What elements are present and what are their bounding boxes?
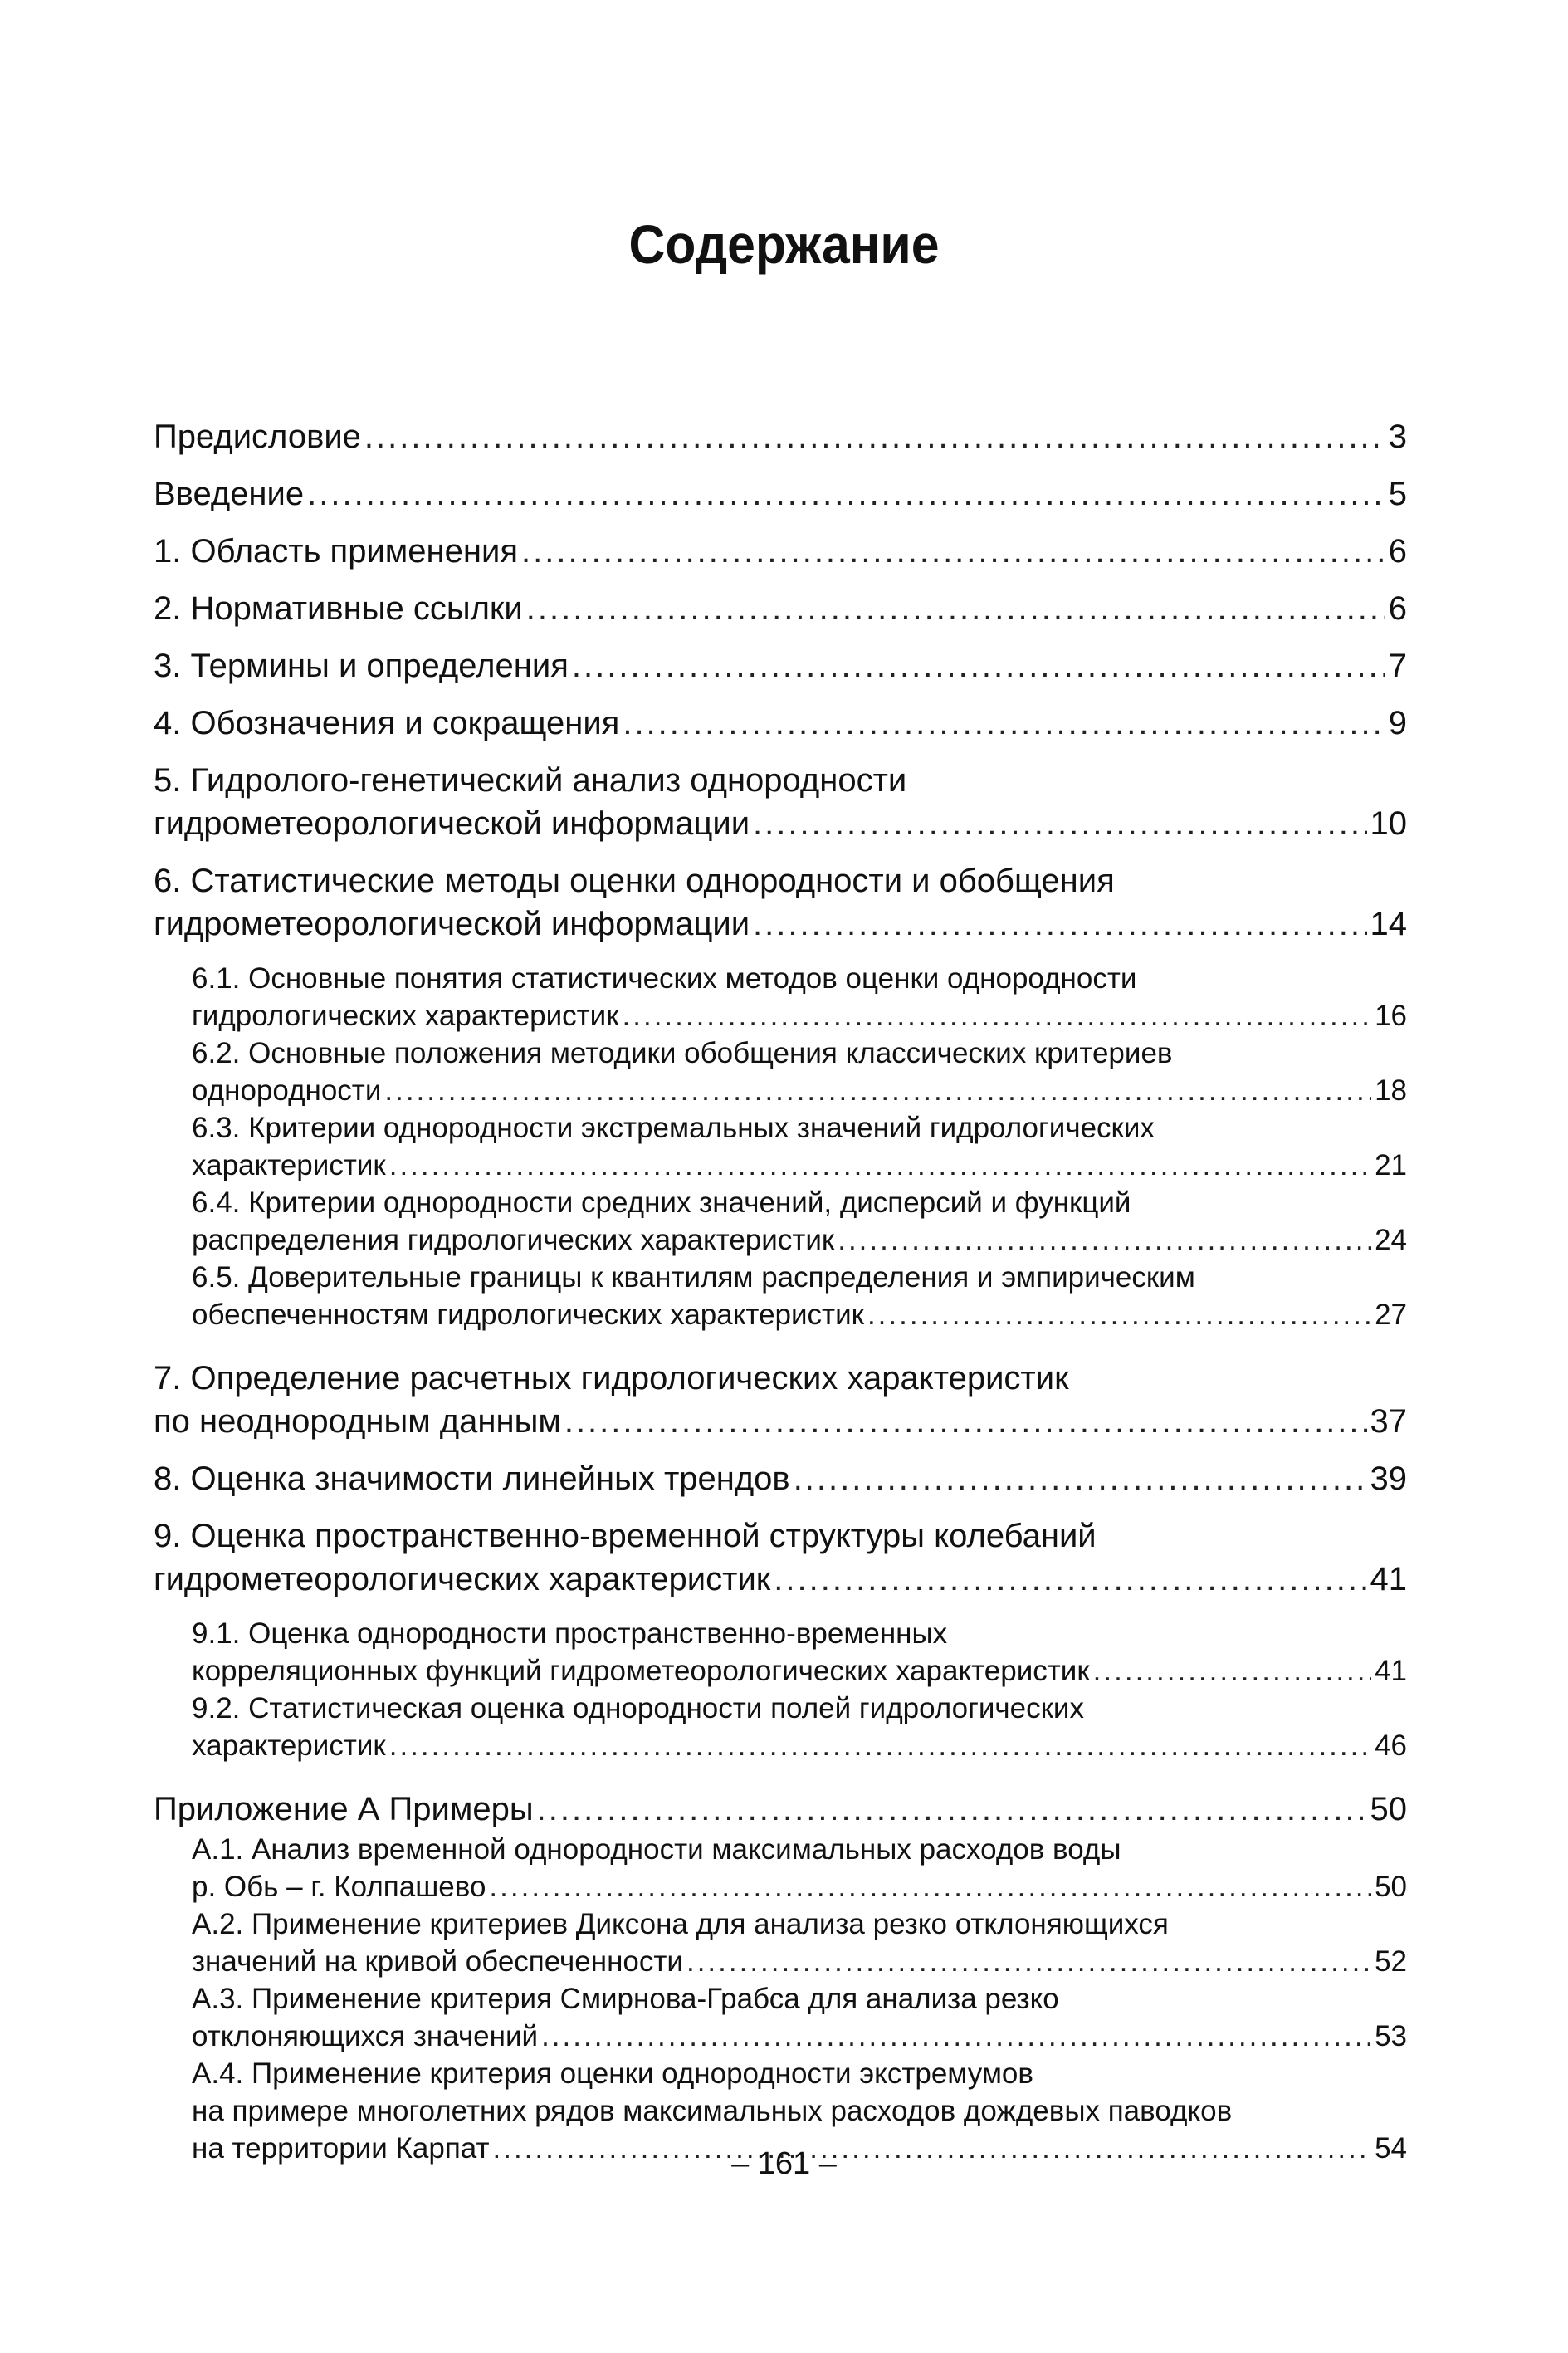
toc-entry-title: Введение (154, 476, 305, 512)
toc-entry-line (192, 2018, 1407, 2055)
toc-subentry[interactable] (154, 1259, 1407, 1333)
toc-entry-line (154, 644, 1407, 687)
dot-leader (384, 1072, 1371, 1109)
toc-entry-title: 9. Оценка пространственно-временной структуры колебаний (154, 1518, 1097, 1554)
toc-entry-title: 9.1. Оценка однородности пространственно-временных (192, 1617, 948, 1650)
toc-page-number: 46 (1375, 1729, 1407, 1762)
toc-entry-title: 6.3. Критерии однородности экстремальных значений гидрологических (192, 1112, 1155, 1144)
toc-entry-title: гидрометеорологических характеристик (154, 1561, 771, 1597)
toc-subentry[interactable] (154, 1184, 1407, 1259)
toc-entry-title: Предисловие (154, 418, 361, 455)
table-of-contents (154, 415, 1407, 2167)
dot-leader (623, 702, 1385, 745)
toc-entry-line (192, 1980, 1407, 2018)
dot-leader (564, 1400, 1367, 1443)
toc-entry-line (154, 1788, 1407, 1831)
toc-entry-title: 3. Термины и определения (154, 648, 569, 684)
toc-entry-line (154, 472, 1407, 516)
toc-entry-title: 6.5. Доверительные границы к квантилям распределения и эмпирическим (192, 1261, 1195, 1294)
toc-page-number: 39 (1370, 1460, 1407, 1497)
toc-entry-title: 5. Гидролого-генетический анализ однородности (154, 762, 907, 799)
toc-page-number: 7 (1388, 648, 1407, 684)
toc-entry-line (192, 1184, 1407, 1221)
toc-page-number: 6 (1388, 533, 1407, 570)
toc-entry-line (192, 1943, 1407, 1980)
toc-entry-title: А.3. Применение критерия Смирнова-Грабса для анализа резко (192, 1983, 1059, 2015)
toc-page-number: 24 (1375, 1224, 1407, 1256)
toc-subentry[interactable] (154, 1109, 1407, 1184)
toc-entry-title: 2. Нормативные ссылки (154, 590, 523, 627)
toc-entry-line (192, 1035, 1407, 1072)
toc-page-number: 21 (1375, 1149, 1407, 1181)
toc-entry-line (154, 1400, 1407, 1443)
toc-entry-title: 4. Обозначения и сокращения (154, 705, 620, 741)
toc-entry-line (192, 1259, 1407, 1296)
toc-page-number: 27 (1375, 1299, 1407, 1331)
toc-page-number: 50 (1370, 1791, 1407, 1827)
toc-entry[interactable] (154, 1514, 1407, 1601)
dot-leader (307, 472, 1385, 516)
toc-entry-line (192, 1690, 1407, 1727)
toc-entry-line (192, 1868, 1407, 1905)
toc-entry-line (192, 1109, 1407, 1147)
toc-entry-line (192, 1831, 1407, 1868)
toc-page-number: 41 (1370, 1561, 1407, 1597)
dot-leader (794, 1457, 1367, 1500)
toc-entry-title: характеристик (192, 1729, 386, 1762)
toc-entry-title: р. Обь – г. Колпашево (192, 1871, 486, 1903)
toc-entry-title: корреляционных функций гидрометеорологических характеристик (192, 1655, 1090, 1687)
toc-entry-line (192, 2055, 1407, 2092)
toc-entry-line (154, 415, 1407, 458)
toc-page-number: 3 (1388, 418, 1407, 455)
toc-entry-line (192, 2092, 1407, 2130)
dot-leader (541, 2018, 1371, 2055)
toc-entry[interactable] (154, 1357, 1407, 1443)
toc-entry-line (192, 1147, 1407, 1184)
dot-leader (521, 530, 1385, 573)
toc-entry-line (192, 1072, 1407, 1109)
toc-entry-line (154, 859, 1407, 903)
toc-entry-line (192, 997, 1407, 1035)
toc-subentry[interactable] (154, 1905, 1407, 1980)
toc-subentry[interactable] (154, 1035, 1407, 1109)
toc-page-number: 54 (1375, 2132, 1407, 2165)
toc-entry[interactable] (154, 759, 1407, 845)
toc-entry-title: 8. Оценка значимости линейных трендов (154, 1460, 790, 1497)
dot-leader (838, 1221, 1371, 1259)
toc-entry[interactable] (154, 415, 1407, 458)
dot-leader (867, 1296, 1371, 1333)
toc-page-number: 9 (1388, 705, 1407, 741)
toc-entry-line (192, 1727, 1407, 1764)
toc-entry-title: 7. Определение расчетных гидрологических характеристик (154, 1360, 1069, 1397)
dot-leader (526, 587, 1385, 630)
dot-leader (389, 1727, 1371, 1764)
toc-entry[interactable] (154, 859, 1407, 946)
page-number: – 161 – (731, 2146, 837, 2181)
toc-entry-title: однородности (192, 1074, 382, 1107)
toc-entry-title: гидрологических характеристик (192, 1000, 619, 1032)
toc-entry-title: по неоднородным данным (154, 1403, 561, 1440)
toc-entry-title: на территории Карпат (192, 2132, 490, 2165)
toc-page-number: 52 (1375, 1945, 1407, 1978)
dot-leader (1093, 1652, 1371, 1690)
toc-entry[interactable] (154, 587, 1407, 630)
toc-entry-title: значений на кривой обеспеченности (192, 1945, 683, 1978)
toc-entry-title: характеристик (192, 1149, 386, 1181)
toc-entry-title: Приложение А Примеры (154, 1791, 534, 1827)
toc-entry-title: 6. Статистические методы оценки однородности и обобщения (154, 863, 1115, 899)
dot-leader (753, 903, 1366, 946)
toc-entry-title: А.1. Анализ временной однородности максимальных расходов воды (192, 1833, 1121, 1866)
toc-entry-title: распределения гидрологических характеристик (192, 1224, 835, 1256)
toc-entry[interactable] (154, 1457, 1407, 1500)
toc-entry-line (192, 1221, 1407, 1259)
toc-entry-line (154, 759, 1407, 802)
toc-entry-title: 6.1. Основные понятия статистических методов оценки однородности (192, 962, 1137, 995)
toc-page-number: 16 (1375, 1000, 1407, 1032)
dot-leader (774, 1558, 1366, 1601)
toc-entry-line (192, 1615, 1407, 1652)
toc-subentry[interactable] (154, 960, 1407, 1035)
toc-page-number: 5 (1388, 476, 1407, 512)
dot-leader (623, 997, 1372, 1035)
toc-entry-line (154, 1514, 1407, 1558)
toc-entry-line (154, 1357, 1407, 1400)
dot-leader (686, 1943, 1371, 1980)
dot-leader (753, 802, 1366, 845)
dot-leader (364, 415, 1385, 458)
toc-entry-title: А.2. Применение критериев Диксона для анализа резко отклоняющихся (192, 1908, 1169, 1940)
toc-page-number: 37 (1370, 1403, 1407, 1440)
toc-page-number: 10 (1370, 805, 1407, 842)
toc-entry[interactable] (154, 702, 1407, 745)
toc-entry-line (154, 702, 1407, 745)
toc-page-number: 41 (1375, 1655, 1407, 1687)
dot-leader (389, 1147, 1371, 1184)
toc-subentry[interactable] (154, 1690, 1407, 1764)
toc-page-number: 18 (1375, 1074, 1407, 1107)
toc-entry-title: обеспеченностям гидрологических характеристик (192, 1299, 864, 1331)
toc-entry-title: 6.2. Основные положения методики обобщения классических критериев (192, 1037, 1173, 1069)
toc-entry-title: А.4. Применение критерия оценки однородности экстремумов (192, 2057, 1033, 2090)
toc-entry-title: гидрометеорологической информации (154, 805, 750, 842)
toc-entry-line (154, 587, 1407, 630)
page-title: Содержание (628, 213, 940, 275)
toc-entry[interactable] (154, 530, 1407, 573)
toc-entry-line (192, 960, 1407, 997)
dot-leader (537, 1788, 1367, 1831)
toc-subentry[interactable] (154, 1980, 1407, 2055)
toc-entry-title: 6.4. Критерии однородности средних значений, дисперсий и функций (192, 1186, 1131, 1219)
toc-entry-title: отклоняющихся значений (192, 2020, 539, 2052)
toc-entry-title: на примере многолетних рядов максимальных расходов дождевых паводков (192, 2095, 1233, 2127)
toc-entry-line (192, 1296, 1407, 1333)
toc-entry-title: 9.2. Статистическая оценка однородности полей гидрологических (192, 1692, 1084, 1724)
toc-entry[interactable] (154, 1788, 1407, 1831)
dot-leader (489, 1868, 1371, 1905)
toc-page-number: 6 (1388, 590, 1407, 627)
toc-entry-line (154, 903, 1407, 946)
toc-entry-line (154, 530, 1407, 573)
dot-leader (572, 644, 1385, 687)
toc-subentry[interactable] (154, 1831, 1407, 1905)
toc-page-number: 53 (1375, 2020, 1407, 2052)
toc-entry-line (154, 1457, 1407, 1500)
toc-entry-title: 1. Область применения (154, 533, 518, 570)
toc-entry[interactable] (154, 644, 1407, 687)
toc-entry-title: гидрометеорологической информации (154, 906, 750, 942)
toc-entry-line (154, 1558, 1407, 1601)
toc-entry-line (192, 1652, 1407, 1690)
toc-entry-line (192, 1905, 1407, 1943)
toc-subentry[interactable] (154, 1615, 1407, 1690)
toc-page-number: 50 (1375, 1871, 1407, 1903)
toc-entry[interactable] (154, 472, 1407, 516)
toc-entry-line (154, 802, 1407, 845)
toc-page-number: 14 (1370, 906, 1407, 942)
